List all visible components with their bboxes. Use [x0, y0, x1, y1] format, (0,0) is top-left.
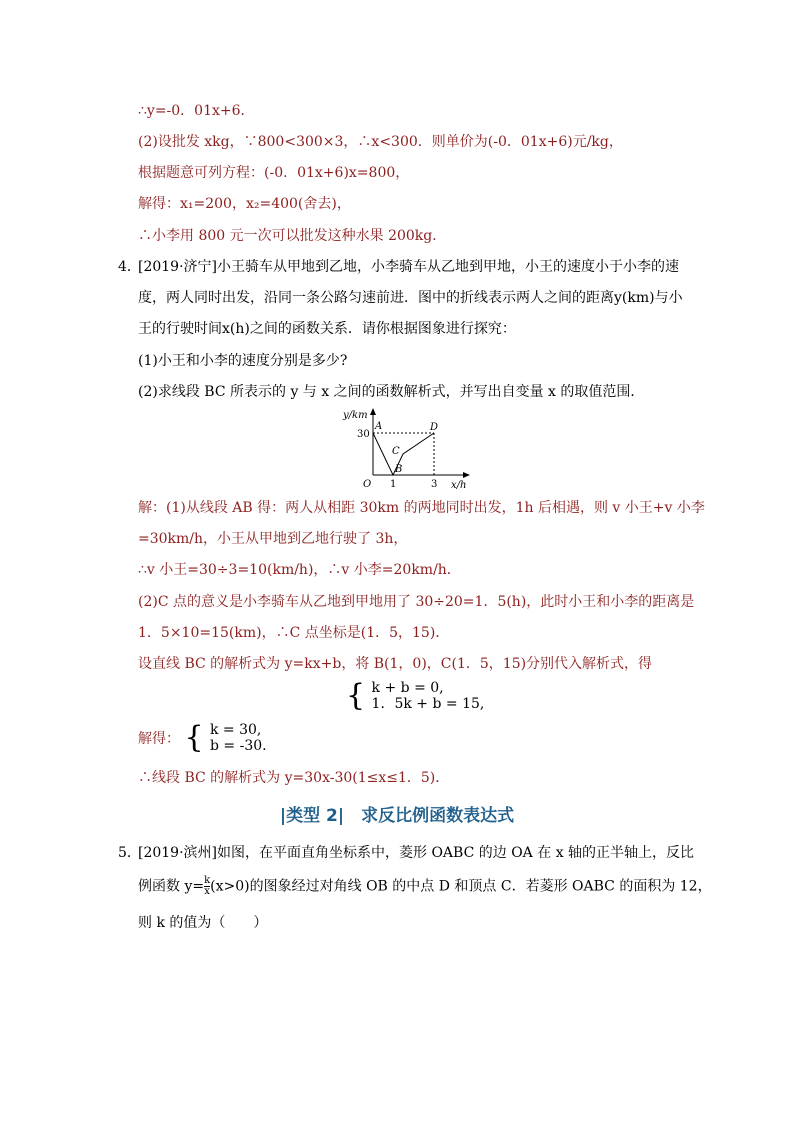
y-axis-arrow-icon [370, 408, 376, 415]
graph-polyline [373, 433, 434, 475]
problem-text-part: 例函数 y= [138, 878, 205, 895]
problem-number: 5． [118, 845, 141, 861]
x-axis-label: x/h [451, 480, 467, 490]
solution-b: b = -30. [210, 738, 267, 754]
solution-k: k = 30, [210, 722, 262, 738]
brace-icon: { [346, 678, 366, 713]
solution-line: 解得：x₁=200，x₂=400(舍去)， [138, 196, 351, 212]
section-title: |类型 2| 求反比例函数表达式 [279, 806, 515, 826]
point-b-label: B [395, 464, 403, 475]
fraction-numerator: k [204, 875, 211, 886]
point-c-label: C [392, 446, 400, 457]
origin-label: O [363, 479, 372, 490]
y-axis-label: y/km [343, 410, 368, 421]
problem-text: [2019·济宁]小王骑车从甲地到乙地，小李骑车从乙地到甲地，小王的速度小于小李的速 [138, 259, 680, 275]
problem-text: 则 k 的值为（ ） [138, 915, 268, 931]
x-tick-label: 1 [390, 479, 397, 490]
equation-2: 1．5k + b = 15, [371, 696, 485, 712]
point-d-label: D [430, 422, 439, 433]
solution-system [138, 722, 267, 754]
distance-time-graph [335, 405, 485, 490]
solution-line: ∴线段 BC 的解析式为 y=30x-30(1≤x≤1．5)． [138, 770, 450, 786]
question-1: (1)小王和小李的速度分别是多少? [138, 353, 348, 369]
problem-text: [2019·滨州]如图，在平面直角坐标系中，菱形 OABC 的边 OA 在 x 轴的正半轴上，反比 [138, 845, 695, 861]
solution-line: ∴v 小王=30÷3=10(km/h)，∴v 小李=20km/h． [138, 562, 461, 578]
point-a-label: A [375, 421, 383, 432]
problem-text: 王的行驶时间x(h)之间的函数关系．请你根据图象进行探究： [138, 321, 516, 337]
solution-line: 解：(1)从线段 AB 得：两人从相距 30km 的两地同时出发，1h 后相遇，则 v 小王+v 小李 [138, 500, 705, 516]
x-axis-arrow-icon [463, 472, 470, 478]
solution-line: 根据题意可列方程：(-0．01x+6)x=800， [138, 165, 410, 181]
solution-line: ∴小李用 800 元一次可以批发这种水果 200kg． [138, 228, 447, 244]
solve-label: 解得： [138, 731, 180, 747]
equation-1: k + b = 0, [371, 680, 444, 696]
y-tick-label: 30 [357, 429, 370, 440]
solution-line: 1．5×10=15(km)，∴C 点坐标是(1．5，15)． [138, 625, 450, 641]
solution-line: ∴y=-0．01x+6． [138, 103, 255, 119]
question-2: (2)求线段 BC 所表示的 y 与 x 之间的函数解析式，并写出自变量 x 的取值范围． [138, 384, 645, 400]
brace-icon: { [184, 720, 204, 755]
fraction-denominator: x [204, 886, 210, 897]
solution-line: =30km/h，小王从甲地到乙地行驶了 3h， [138, 531, 408, 547]
solution-line: 设直线 BC 的解析式为 y=kx+b，将 B(1，0)，C(1．5，15)分别代入解析式，得 [138, 656, 653, 672]
problem-number: 4． [118, 259, 141, 275]
solution-line: (2)C 点的意义是小李骑车从乙地到甲地用了 30÷20=1．5(h)，此时小王和小李的距离是 [138, 594, 695, 610]
solution-line: (2)设批发 xkg，∵800<300×3，∴x<300．则单价为(-0．01x+6)元/kg， [138, 134, 623, 150]
problem-text: 度，两人同时出发，沿同一条公路匀速前进．图中的折线表示两人之间的距离y(km)与小 [138, 290, 683, 306]
problem-text-part: (x>0)的图象经过对角线 OB 的中点 D 和顶点 C．若菱形 OABC 的面积为 12， [210, 878, 712, 895]
x-tick-label: 3 [431, 479, 438, 490]
equation-system [346, 680, 484, 712]
problem-text [138, 876, 712, 897]
